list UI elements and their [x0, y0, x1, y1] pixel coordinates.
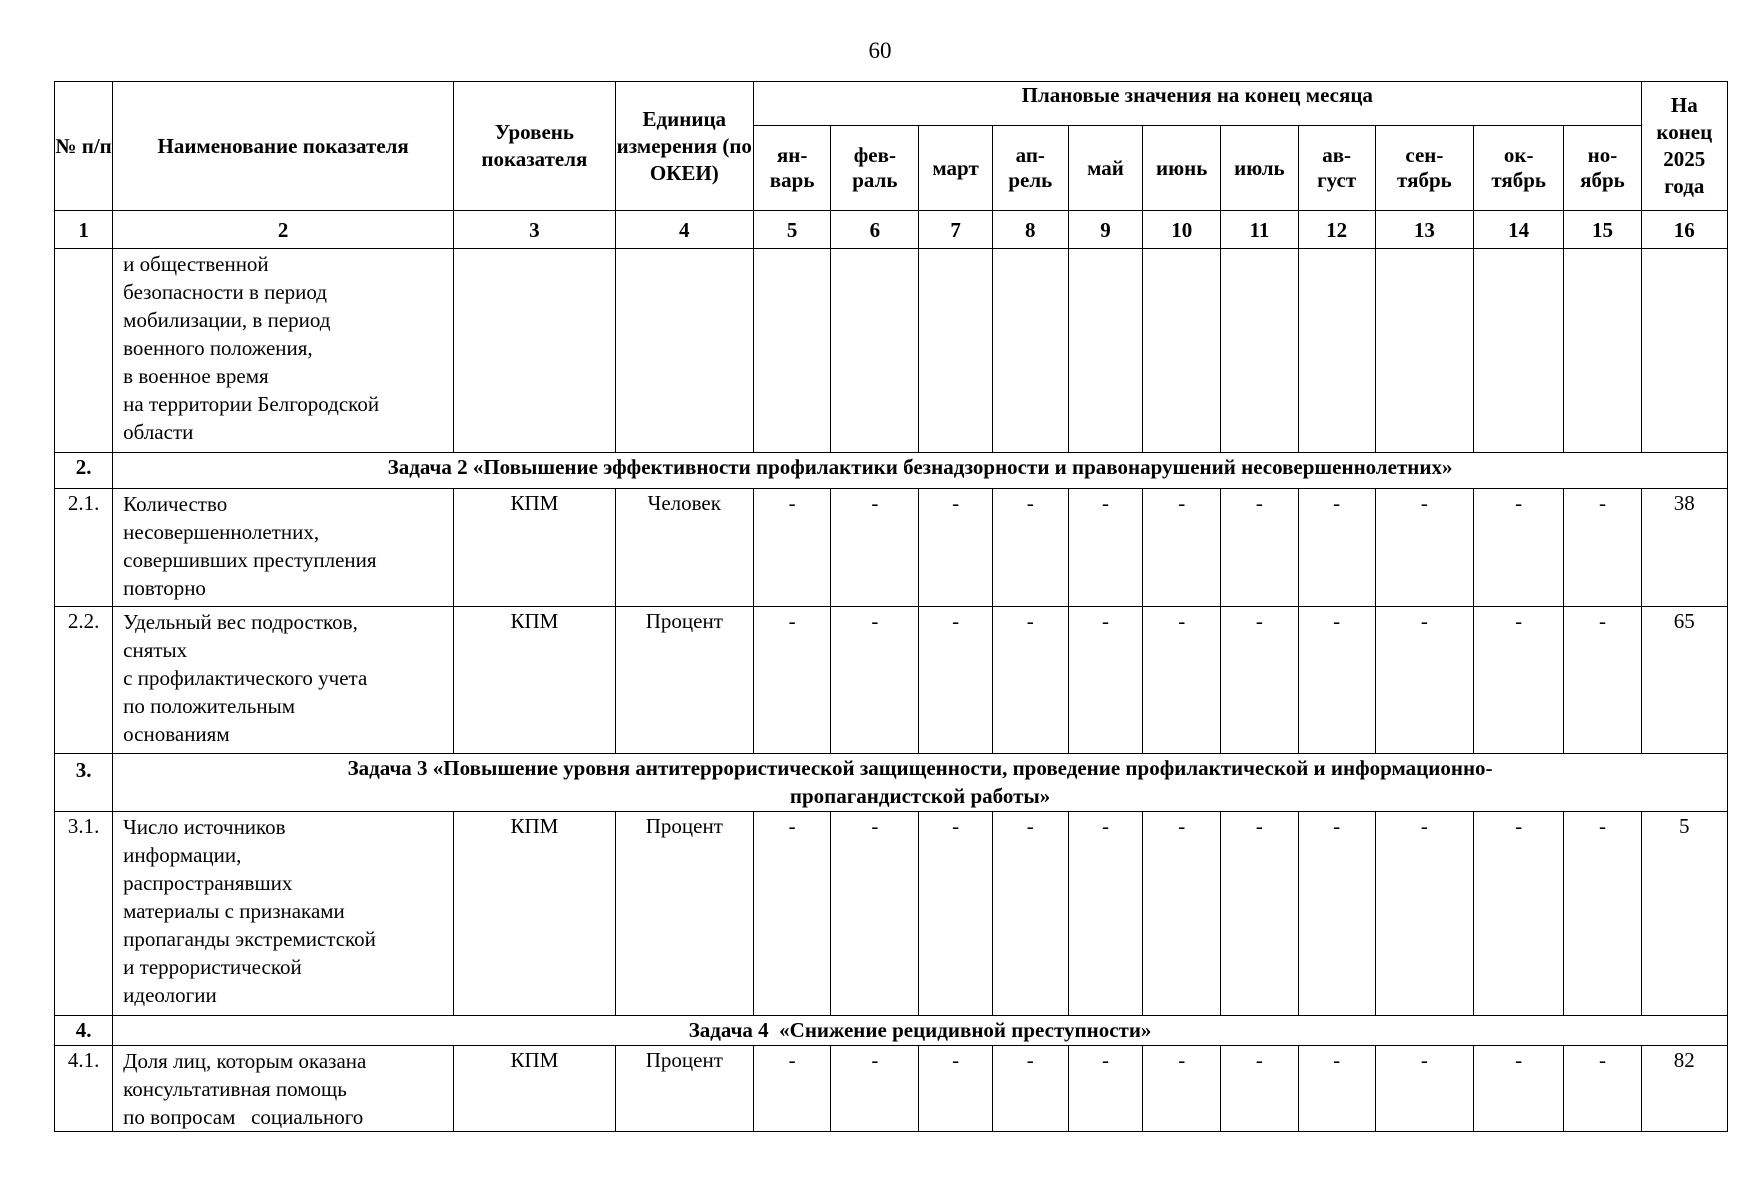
column-number: 1: [55, 211, 113, 249]
column-number: 12: [1298, 211, 1375, 249]
header-end-of-year: На конец 2025 года: [1641, 82, 1727, 211]
column-number: 10: [1143, 211, 1221, 249]
month-value: -: [1375, 812, 1473, 1016]
header-unit: Единица измерения (по ОКЕИ): [615, 82, 753, 211]
month-value: -: [919, 489, 992, 607]
month-value: -: [754, 1046, 831, 1132]
month-value: -: [919, 607, 992, 754]
indicator-level: КПМ: [454, 1046, 615, 1132]
column-number: 6: [831, 211, 919, 249]
month-value: -: [919, 1046, 992, 1132]
table-row: [55, 1046, 1728, 1132]
month-value: -: [831, 489, 919, 607]
month-value: -: [1564, 1046, 1641, 1132]
column-number: 11: [1221, 211, 1298, 249]
continuation-row: [55, 249, 1728, 453]
year-end-value: 5: [1641, 812, 1727, 1016]
header-month: фев- раль: [831, 126, 919, 211]
column-number: 13: [1375, 211, 1473, 249]
month-value: -: [992, 812, 1068, 1016]
month-value: -: [1068, 607, 1142, 754]
column-number: 9: [1068, 211, 1142, 249]
month-value: -: [1068, 489, 1142, 607]
month-value: -: [1298, 1046, 1375, 1132]
indicator-name: Число источников информации, распространявших материалы с признаками пропаганды экстремистской и террористической идеологии: [113, 812, 454, 1016]
month-value: -: [992, 607, 1068, 754]
header-month: ап- рель: [992, 126, 1068, 211]
row-number: 4.1.: [55, 1046, 113, 1132]
header-month: ок- тябрь: [1474, 126, 1564, 211]
task-number: 2.: [55, 453, 113, 489]
task-title: Задача 2 «Повышение эффективности профилактики безнадзорности и правонарушений несовершеннолетних»: [113, 453, 1728, 489]
month-value: -: [1068, 1046, 1142, 1132]
month-value: -: [1298, 489, 1375, 607]
month-value: -: [1143, 607, 1221, 754]
indicator-name: Количество несовершеннолетних, совершивших преступления повторно: [113, 489, 454, 607]
indicator-name: Доля лиц, которым оказана консультативная помощь по вопросам социального: [113, 1046, 454, 1132]
row-number: 2.1.: [55, 489, 113, 607]
month-value: -: [754, 607, 831, 754]
month-value: -: [919, 812, 992, 1016]
month-value: -: [1143, 489, 1221, 607]
header-num: № п/п: [55, 82, 113, 211]
month-value: -: [1474, 489, 1564, 607]
header-name: Наименование показателя: [113, 82, 454, 211]
indicator-level: КПМ: [454, 812, 615, 1016]
column-number: 7: [919, 211, 992, 249]
month-value: -: [1143, 812, 1221, 1016]
month-value: -: [831, 607, 919, 754]
month-value: -: [831, 812, 919, 1016]
month-value: -: [1564, 812, 1641, 1016]
column-number: 15: [1564, 211, 1641, 249]
task-row: [55, 453, 1728, 489]
indicators-table: [54, 81, 1728, 1132]
column-number: 4: [615, 211, 753, 249]
table-row: [55, 607, 1728, 754]
month-value: -: [754, 489, 831, 607]
indicator-name: и общественной безопасности в период мобилизации, в период военного положения, в военное время на территории Белгородской области: [113, 249, 454, 453]
header-month: ян- варь: [754, 126, 831, 211]
month-value: -: [754, 812, 831, 1016]
header-month: июнь: [1143, 126, 1221, 211]
column-number: 5: [754, 211, 831, 249]
month-value: -: [1375, 607, 1473, 754]
column-number: 16: [1641, 211, 1727, 249]
month-value: -: [1068, 812, 1142, 1016]
month-value: -: [1221, 812, 1298, 1016]
month-value: -: [1474, 1046, 1564, 1132]
month-value: -: [1298, 812, 1375, 1016]
table-row: [55, 489, 1728, 607]
month-value: -: [1143, 1046, 1221, 1132]
month-value: -: [1221, 607, 1298, 754]
row-number: 3.1.: [55, 812, 113, 1016]
header-month: ав- густ: [1298, 126, 1375, 211]
indicator-level: КПМ: [454, 607, 615, 754]
month-value: -: [1564, 489, 1641, 607]
column-number: 3: [454, 211, 615, 249]
month-value: -: [1298, 607, 1375, 754]
header-planned: Плановые значения на конец месяца: [754, 82, 1642, 126]
task-row: [55, 1016, 1728, 1046]
indicator-unit: Человек: [615, 489, 753, 607]
month-value: -: [831, 1046, 919, 1132]
month-value: -: [992, 1046, 1068, 1132]
header-level: Уровень показателя: [454, 82, 615, 211]
column-numbers-row: [55, 211, 1728, 249]
header-month: май: [1068, 126, 1142, 211]
header-month: март: [919, 126, 992, 211]
task-title: Задача 3 «Повышение уровня антитеррористической защищенности, проведение профилактической и информационно- пропагандистской работы»: [113, 754, 1728, 812]
column-number: 8: [992, 211, 1068, 249]
row-number: 2.2.: [55, 607, 113, 754]
year-end-value: 82: [1641, 1046, 1727, 1132]
month-value: -: [992, 489, 1068, 607]
table-row: [55, 812, 1728, 1016]
header-month: июль: [1221, 126, 1298, 211]
month-value: -: [1474, 812, 1564, 1016]
indicator-unit: Процент: [615, 1046, 753, 1132]
month-value: -: [1221, 489, 1298, 607]
task-row: [55, 754, 1728, 812]
month-value: -: [1375, 1046, 1473, 1132]
header-month: сен- тябрь: [1375, 126, 1473, 211]
month-value: -: [1375, 489, 1473, 607]
page-number: 60: [868, 38, 892, 63]
header-month: но- ябрь: [1564, 126, 1641, 211]
indicator-unit: Процент: [615, 812, 753, 1016]
header-row-1: [55, 82, 1728, 126]
column-number: 14: [1474, 211, 1564, 249]
column-number: 2: [113, 211, 454, 249]
task-title: Задача 4 «Снижение рецидивной преступности»: [113, 1016, 1728, 1046]
indicator-name: Удельный вес подростков, снятых с профилактического учета по положительным основаниям: [113, 607, 454, 754]
month-value: -: [1474, 607, 1564, 754]
year-end-value: 65: [1641, 607, 1727, 754]
indicator-unit: Процент: [615, 607, 753, 754]
year-end-value: 38: [1641, 489, 1727, 607]
task-number: 3.: [55, 754, 113, 812]
month-value: -: [1564, 607, 1641, 754]
task-number: 4.: [55, 1016, 113, 1046]
month-value: -: [1221, 1046, 1298, 1132]
indicator-level: КПМ: [454, 489, 615, 607]
